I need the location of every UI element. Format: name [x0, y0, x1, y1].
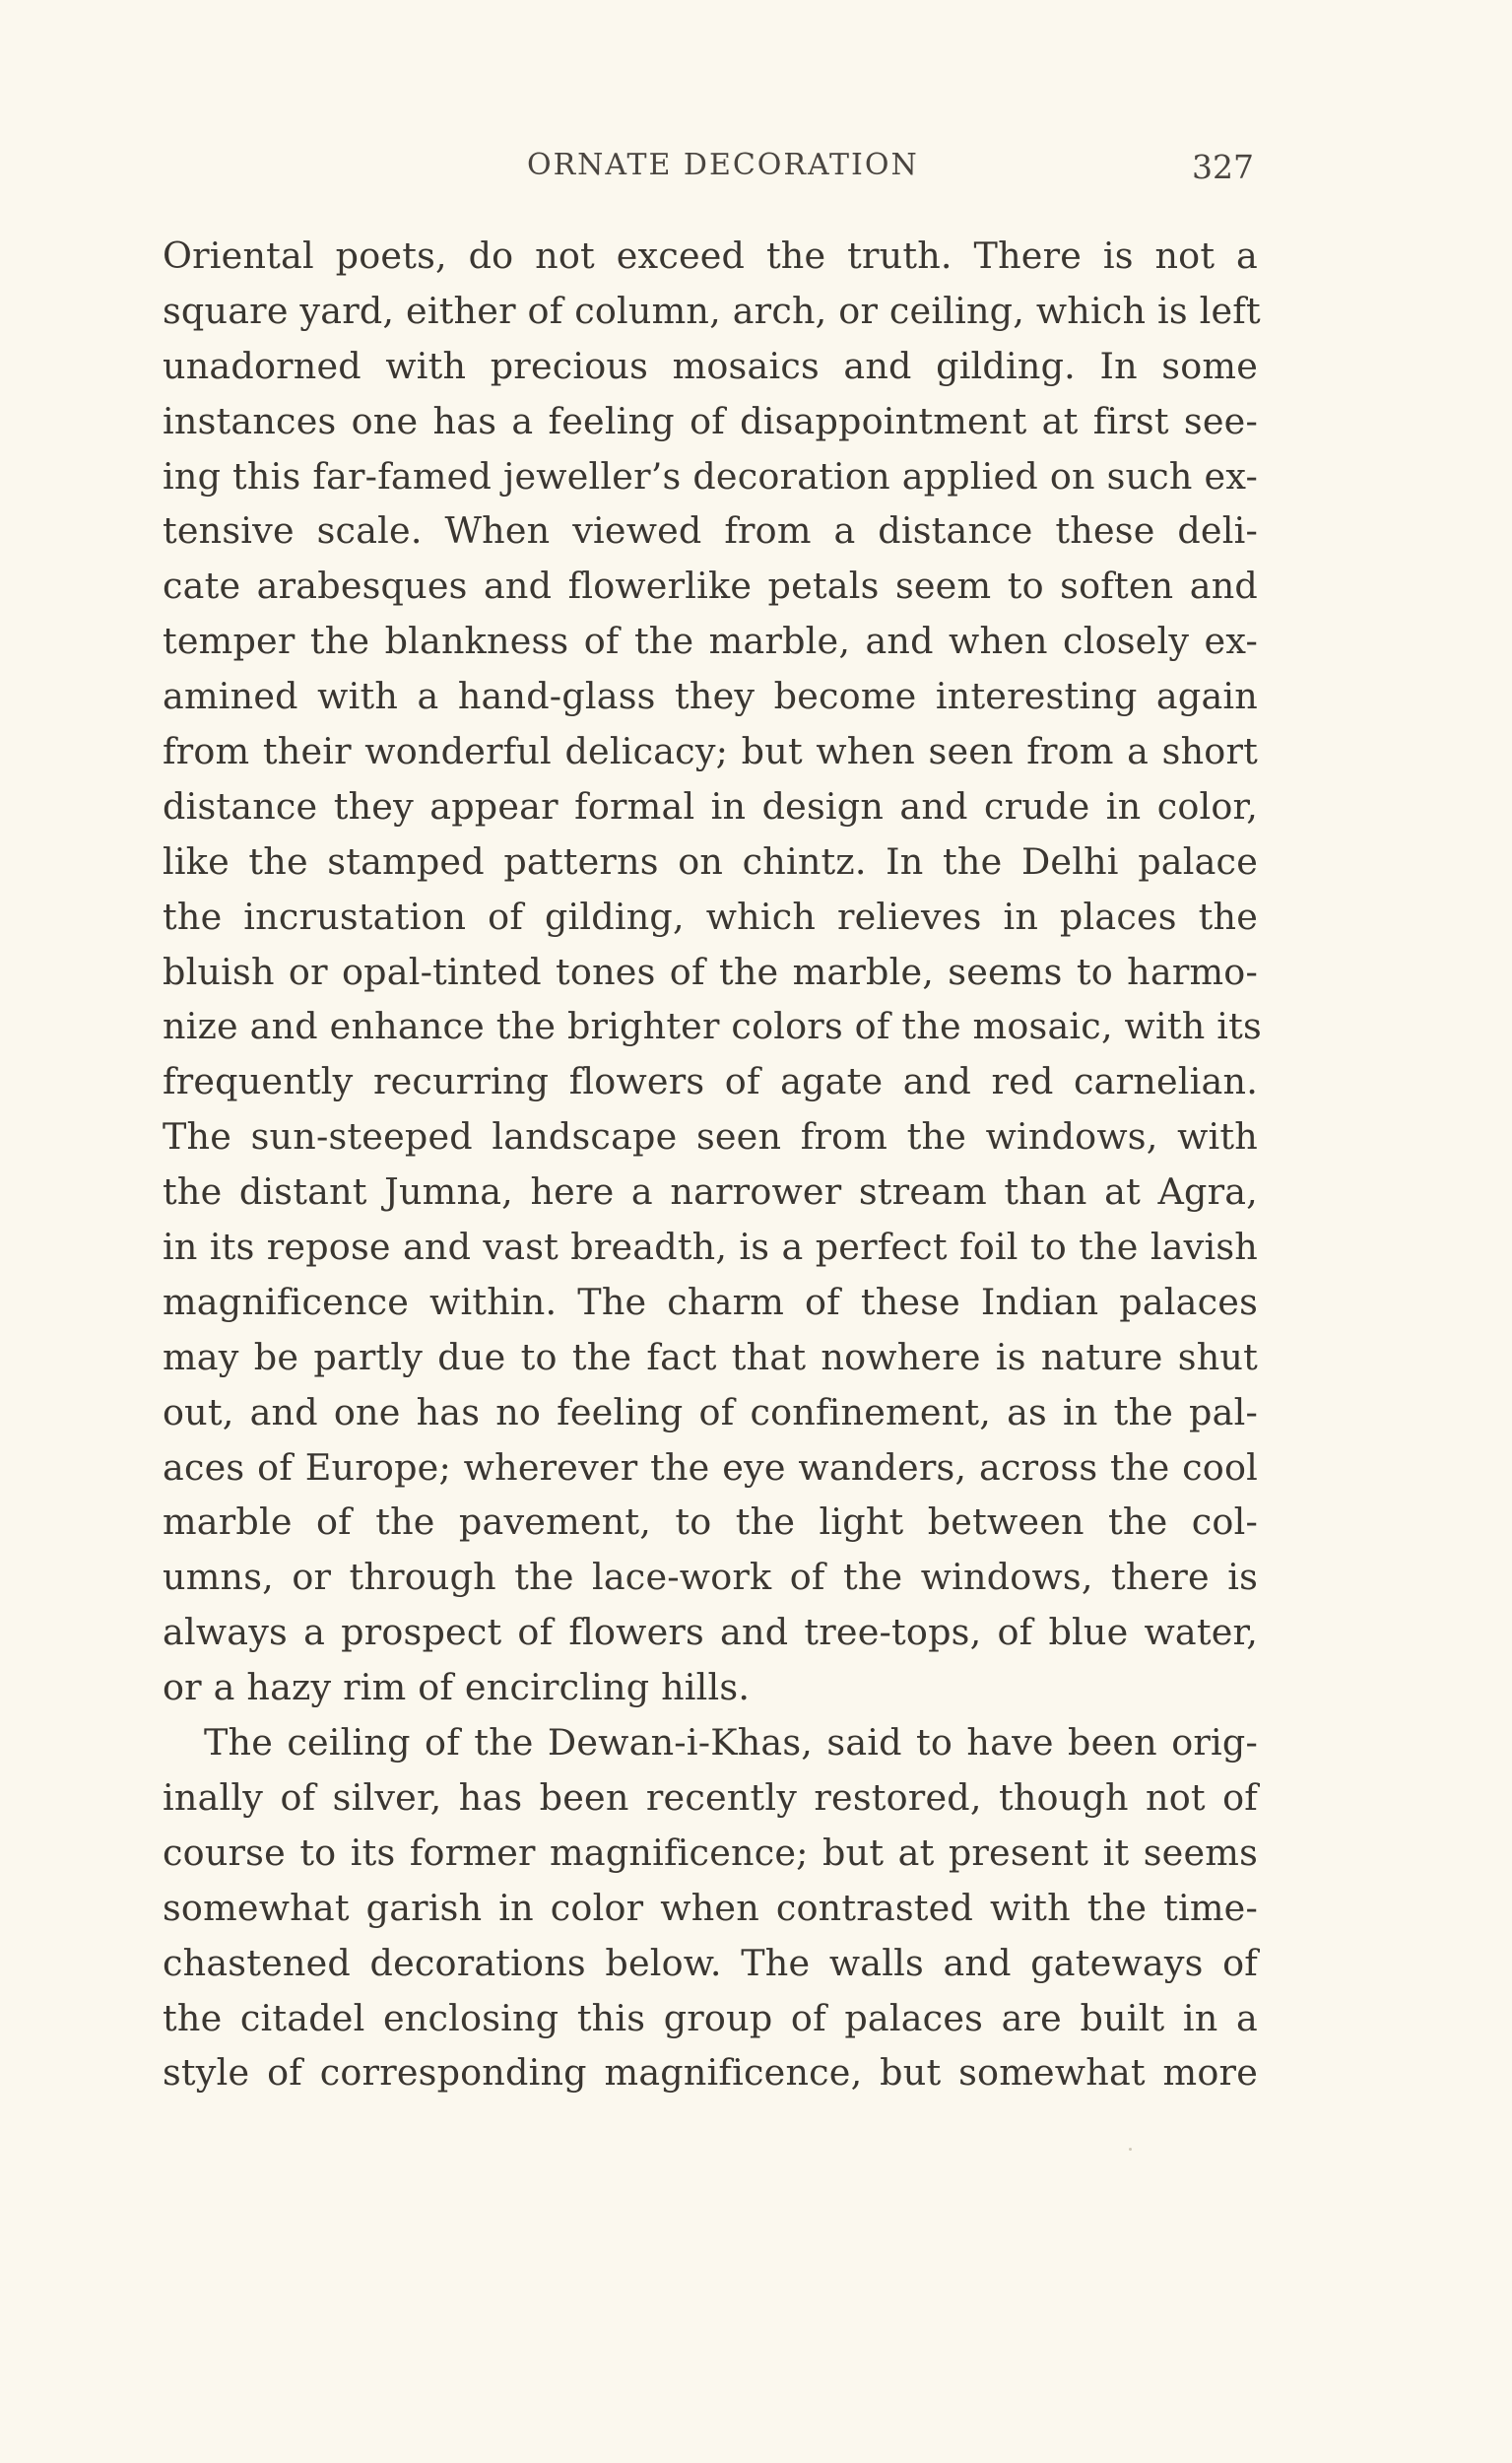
text-line: instances one has a feeling of disappointment at first see-	[163, 399, 1258, 442]
text-line: nize and enhance the brighter colors of the mosaic, with its	[163, 1005, 1262, 1048]
text-line: The sun-steeped landscape seen from the windows, with	[163, 1115, 1258, 1159]
text-line: somewhat garish in color when contrasted with the time-	[163, 1886, 1258, 1929]
text-line: bluish or opal-tinted tones of the marble, seems to harmo-	[163, 950, 1258, 993]
text-line: or a hazy rim of encircling hills.	[163, 1666, 751, 1709]
text-line: unadorned with precious mosaics and gilding. In some	[163, 344, 1258, 387]
paragraph-1	[163, 229, 1262, 1715]
running-title: ORNATE DECORATION	[527, 148, 919, 182]
text-line: course to its former magnificence; but at present it seems	[163, 1831, 1258, 1874]
text-line: aces of Europe; wherever the eye wanders, across the cool	[163, 1445, 1258, 1489]
text-line: the incrustation of gilding, which relieves in places the	[163, 895, 1258, 938]
text-line: frequently recurring flowers of agate and red carnelian.	[163, 1060, 1258, 1103]
text-line: may be partly due to the fact that nowhere is nature shut	[163, 1335, 1258, 1378]
text-line: style of corresponding magnificence, but somewhat more	[163, 2051, 1258, 2095]
text-line: the distant Jumna, here a narrower stream than at Agra,	[163, 1170, 1258, 1214]
paper-speck	[1129, 2148, 1132, 2151]
text-line: distance they appear formal in design and crude in color,	[163, 784, 1258, 828]
text-line: temper the blankness of the marble, and when closely ex-	[163, 620, 1258, 663]
page-number: 327	[1192, 148, 1254, 186]
text-line: Oriental poets, do not exceed the truth. There is not a	[163, 234, 1258, 277]
text-line: the citadel enclosing this group of palaces are built in a	[163, 1996, 1258, 2039]
text-line: inally of silver, has been recently restored, though not of	[163, 1775, 1258, 1819]
paragraph-2	[163, 1715, 1258, 2100]
text-line: like the stamped patterns on chintz. In the Delhi palace	[163, 839, 1258, 883]
text-line: marble of the pavement, to the light between the col-	[163, 1500, 1258, 1544]
text-line: cate arabesques and flowerlike petals seem to soften and	[163, 565, 1258, 608]
text-line: magnificence within. The charm of these Indian palaces	[163, 1280, 1258, 1323]
text-line: ing this far-famed jeweller’s decoration applied on such ex-	[163, 454, 1258, 498]
text-line: chastened decorations below. The walls and gateways of	[163, 1941, 1258, 1984]
text-line: umns, or through the lace-work of the windows, there is	[163, 1556, 1258, 1599]
text-line: from their wonderful delicacy; but when seen from a short	[163, 730, 1258, 773]
text-line: amined with a hand-glass they become interesting again	[163, 675, 1258, 718]
text-line: square yard, either of column, arch, or ceiling, which is left	[163, 289, 1261, 332]
body-text	[163, 229, 1262, 2100]
running-header	[0, 148, 1512, 197]
text-line: out, and one has no feeling of confinement, as in the pal-	[163, 1390, 1258, 1433]
text-line: in its repose and vast breadth, is a perfect foil to the lavish	[163, 1226, 1258, 1269]
text-line: The ceiling of the Dewan-i-Khas, said to have been orig-	[204, 1721, 1258, 1764]
text-line: always a prospect of flowers and tree-tops, of blue water,	[163, 1611, 1258, 1654]
text-line: tensive scale. When viewed from a distance these deli-	[163, 509, 1258, 553]
